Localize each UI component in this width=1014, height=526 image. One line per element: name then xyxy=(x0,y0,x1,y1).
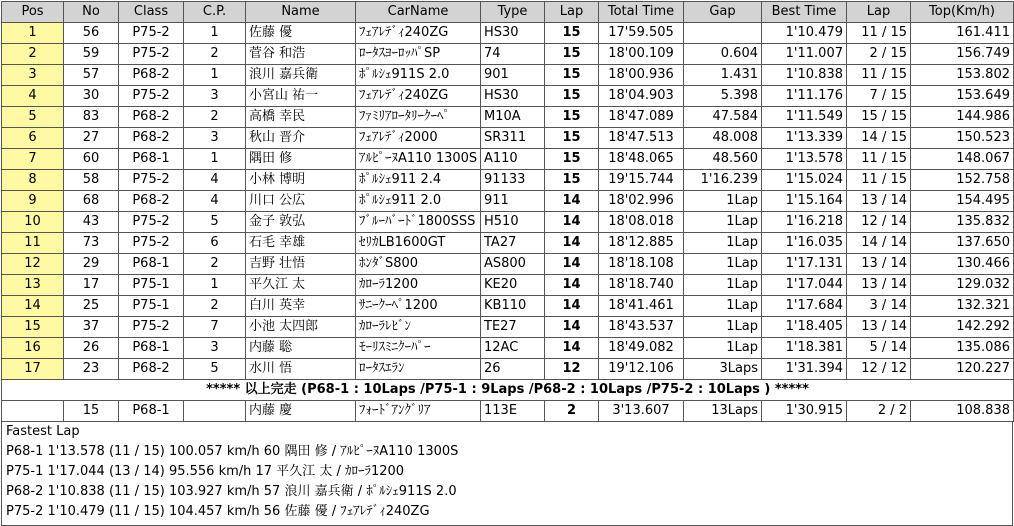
car-name-cell: ﾌｧﾐﾘｱﾛｰﾀﾘｰｸｰﾍﾟ xyxy=(356,107,481,128)
top-speed-cell: 153.649 xyxy=(911,86,1014,107)
best-lap-cell: 2 / 2 xyxy=(847,401,911,422)
class-position-cell: 2 xyxy=(184,107,246,128)
pos-cell: 17 xyxy=(2,359,64,380)
best-time-cell: 1'10.838 xyxy=(762,65,847,86)
table-row xyxy=(2,254,1014,275)
car-type-cell: TE27 xyxy=(481,317,545,338)
best-time-cell: 1'16.035 xyxy=(762,233,847,254)
car-type-cell: TA27 xyxy=(481,233,545,254)
car-type-cell: SR311 xyxy=(481,128,545,149)
column-header: Lap xyxy=(847,2,911,23)
best-lap-cell: 2 / 15 xyxy=(847,44,911,65)
car-type-cell: KB110 xyxy=(481,296,545,317)
laps-cell: 12 xyxy=(545,359,599,380)
laps-cell: 15 xyxy=(545,149,599,170)
number-cell: 17 xyxy=(64,275,119,296)
laps-cell: 15 xyxy=(545,107,599,128)
driver-name-cell: 小宮山 祐一 xyxy=(246,86,356,107)
car-name-cell: ﾎﾝﾀﾞS800 xyxy=(356,254,481,275)
class-cell: P68-2 xyxy=(119,65,184,86)
class-position-cell: 1 xyxy=(184,23,246,44)
driver-name-cell: 川口 公広 xyxy=(246,191,356,212)
driver-name-cell: 菅谷 和浩 xyxy=(246,44,356,65)
top-speed-cell: 152.758 xyxy=(911,170,1014,191)
best-time-cell: 1'11.549 xyxy=(762,107,847,128)
column-header: CarName xyxy=(356,2,481,23)
pos-cell: 14 xyxy=(2,296,64,317)
laps-cell: 15 xyxy=(545,86,599,107)
car-name-cell: ﾌｪｱﾚﾃﾞｨ2000 xyxy=(356,128,481,149)
gap-cell: 1Lap xyxy=(684,191,762,212)
car-type-cell: H510 xyxy=(481,212,545,233)
car-name-cell: ﾌｫｰﾄﾞｱﾝｸﾞﾘｱ xyxy=(356,401,481,422)
top-speed-cell: 144.986 xyxy=(911,107,1014,128)
best-lap-cell: 11 / 15 xyxy=(847,170,911,191)
number-cell: 59 xyxy=(64,44,119,65)
best-lap-cell: 13 / 14 xyxy=(847,275,911,296)
class-position-cell: 5 xyxy=(184,359,246,380)
top-speed-cell: 156.749 xyxy=(911,44,1014,65)
class-cell: P75-2 xyxy=(119,86,184,107)
car-type-cell: M10A xyxy=(481,107,545,128)
best-lap-cell: 13 / 14 xyxy=(847,254,911,275)
driver-name-cell: 白川 英幸 xyxy=(246,296,356,317)
driver-name-cell: 石毛 幸雄 xyxy=(246,233,356,254)
table-row xyxy=(2,44,1014,65)
best-time-cell: 1'11.007 xyxy=(762,44,847,65)
laps-cell: 2 xyxy=(545,401,599,422)
total-time-cell: 19'15.744 xyxy=(599,170,684,191)
driver-name-cell: 小林 博明 xyxy=(246,170,356,191)
class-position-cell: 1 xyxy=(184,65,246,86)
top-speed-cell: 135.832 xyxy=(911,212,1014,233)
total-time-cell: 18'47.513 xyxy=(599,128,684,149)
table-row xyxy=(2,296,1014,317)
class-cell: P75-2 xyxy=(119,317,184,338)
top-speed-cell: 108.838 xyxy=(911,401,1014,422)
gap-cell: 1Lap xyxy=(684,212,762,233)
table-row xyxy=(2,149,1014,170)
number-cell: 25 xyxy=(64,296,119,317)
total-time-cell: 18'00.109 xyxy=(599,44,684,65)
total-time-cell: 18'43.537 xyxy=(599,317,684,338)
number-cell: 26 xyxy=(64,338,119,359)
class-cell: P75-2 xyxy=(119,212,184,233)
pos-cell: 9 xyxy=(2,191,64,212)
driver-name-cell: 内藤 慶 xyxy=(246,401,356,422)
table-row xyxy=(2,359,1014,380)
car-name-cell: ﾎﾟﾙｼｪ911S 2.0 xyxy=(356,65,481,86)
laps-cell: 14 xyxy=(545,296,599,317)
class-cell: P68-2 xyxy=(119,128,184,149)
car-name-cell: ﾌｪｱﾚﾃﾞｨ240ZG xyxy=(356,23,481,44)
car-type-cell: 91133 xyxy=(481,170,545,191)
gap-cell: 13Laps xyxy=(684,401,762,422)
best-lap-cell: 13 / 14 xyxy=(847,317,911,338)
table-row xyxy=(2,191,1014,212)
total-time-cell: 18'47.089 xyxy=(599,107,684,128)
car-type-cell: 113E xyxy=(481,401,545,422)
column-header: Top(Km/h) xyxy=(911,2,1014,23)
class-cell: P75-2 xyxy=(119,170,184,191)
gap-cell: 1Lap xyxy=(684,296,762,317)
best-lap-cell: 11 / 15 xyxy=(847,23,911,44)
total-time-cell: 18'41.461 xyxy=(599,296,684,317)
gap-cell: 1Lap xyxy=(684,317,762,338)
top-speed-cell: 150.523 xyxy=(911,128,1014,149)
class-cell: P75-1 xyxy=(119,296,184,317)
pos-cell: 13 xyxy=(2,275,64,296)
car-type-cell: HS30 xyxy=(481,23,545,44)
laps-cell: 15 xyxy=(545,44,599,65)
results-table xyxy=(1,1,1014,422)
best-lap-cell: 14 / 15 xyxy=(847,128,911,149)
fastest-lap-title: Fastest Lap xyxy=(6,424,80,439)
best-time-cell: 1'18.405 xyxy=(762,317,847,338)
finish-note: ***** 以上完走 (P68-1 : 10Laps /P75-1 : 9Laps /P68-2 : 10Laps /P75-2 : 10Laps ) ***** xyxy=(2,380,1014,401)
pos-cell: 12 xyxy=(2,254,64,275)
pos-cell: 3 xyxy=(2,65,64,86)
car-type-cell: AS800 xyxy=(481,254,545,275)
best-lap-cell: 12 / 14 xyxy=(847,212,911,233)
driver-name-cell: 佐藤 優 xyxy=(246,23,356,44)
car-name-cell: ﾎﾟﾙｼｪ911 2.4 xyxy=(356,170,481,191)
best-time-cell: 1'31.394 xyxy=(762,359,847,380)
laps-cell: 15 xyxy=(545,170,599,191)
total-time-cell: 18'49.082 xyxy=(599,338,684,359)
pos-cell: 5 xyxy=(2,107,64,128)
gap-cell: 1'16.239 xyxy=(684,170,762,191)
gap-cell: 1Lap xyxy=(684,254,762,275)
best-lap-cell: 15 / 15 xyxy=(847,107,911,128)
laps-cell: 14 xyxy=(545,338,599,359)
best-lap-cell: 3 / 14 xyxy=(847,296,911,317)
column-header: Lap xyxy=(545,2,599,23)
class-position-cell: 1 xyxy=(184,149,246,170)
number-cell: 23 xyxy=(64,359,119,380)
class-cell: P68-2 xyxy=(119,191,184,212)
pos-cell: 11 xyxy=(2,233,64,254)
total-time-cell: 18'00.936 xyxy=(599,65,684,86)
total-time-cell: 18'18.740 xyxy=(599,275,684,296)
driver-name-cell: 吉野 壮悟 xyxy=(246,254,356,275)
class-cell: P68-1 xyxy=(119,401,184,422)
class-cell: P68-2 xyxy=(119,107,184,128)
class-position-cell: 2 xyxy=(184,296,246,317)
table-row xyxy=(2,23,1014,44)
best-lap-cell: 12 / 12 xyxy=(847,359,911,380)
gap-cell: 1Lap xyxy=(684,338,762,359)
total-time-cell: 3'13.607 xyxy=(599,401,684,422)
class-position-cell: 6 xyxy=(184,233,246,254)
column-header: Type xyxy=(481,2,545,23)
laps-cell: 14 xyxy=(545,191,599,212)
table-row xyxy=(2,212,1014,233)
pos-cell: 16 xyxy=(2,338,64,359)
laps-cell: 14 xyxy=(545,233,599,254)
car-type-cell: A110 xyxy=(481,149,545,170)
pos-cell: 15 xyxy=(2,317,64,338)
best-time-cell: 1'17.044 xyxy=(762,275,847,296)
laps-cell: 15 xyxy=(545,65,599,86)
best-lap-cell: 14 / 14 xyxy=(847,233,911,254)
top-speed-cell: 130.466 xyxy=(911,254,1014,275)
class-position-cell: 3 xyxy=(184,86,246,107)
table-row xyxy=(2,317,1014,338)
driver-name-cell: 金子 敦弘 xyxy=(246,212,356,233)
laps-cell: 14 xyxy=(545,275,599,296)
car-name-cell: ﾓｰﾘｽﾐﾆｸｰﾊﾟｰ xyxy=(356,338,481,359)
pos-cell: 2 xyxy=(2,44,64,65)
best-time-cell: 1'15.164 xyxy=(762,191,847,212)
top-speed-cell: 129.032 xyxy=(911,275,1014,296)
finish-note-row xyxy=(2,380,1014,401)
total-time-cell: 18'02.996 xyxy=(599,191,684,212)
number-cell: 58 xyxy=(64,170,119,191)
pos-cell: 4 xyxy=(2,86,64,107)
fastest-lap-section xyxy=(1,422,1013,526)
table-row xyxy=(2,233,1014,254)
column-header: C.P. xyxy=(184,2,246,23)
column-header: Name xyxy=(246,2,356,23)
top-speed-cell: 132.321 xyxy=(911,296,1014,317)
car-name-cell: ﾛｰﾀｽﾖｰﾛｯﾊﾟSP xyxy=(356,44,481,65)
table-row xyxy=(2,107,1014,128)
best-time-cell: 1'13.578 xyxy=(762,149,847,170)
table-row xyxy=(2,170,1014,191)
class-position-cell: 3 xyxy=(184,338,246,359)
fastest-lap-line: P75-1 1'17.044 (13 / 14) 95.556 km/h 17 平久江 太 / ｶﾛｰﾗ1200 xyxy=(6,464,405,479)
laps-cell: 15 xyxy=(545,128,599,149)
class-cell: P75-2 xyxy=(119,233,184,254)
top-speed-cell: 137.650 xyxy=(911,233,1014,254)
pos-cell xyxy=(2,401,64,422)
number-cell: 30 xyxy=(64,86,119,107)
number-cell: 60 xyxy=(64,149,119,170)
best-lap-cell: 11 / 15 xyxy=(847,149,911,170)
driver-name-cell: 浪川 嘉兵衛 xyxy=(246,65,356,86)
car-type-cell: 12AC xyxy=(481,338,545,359)
driver-name-cell: 水川 悟 xyxy=(246,359,356,380)
class-position-cell: 2 xyxy=(184,254,246,275)
top-speed-cell: 142.292 xyxy=(911,317,1014,338)
car-name-cell: ﾎﾟﾙｼｪ911 2.0 xyxy=(356,191,481,212)
total-time-cell: 18'18.108 xyxy=(599,254,684,275)
best-lap-cell: 13 / 14 xyxy=(847,191,911,212)
gap-cell: 3Laps xyxy=(684,359,762,380)
gap-cell: 0.604 xyxy=(684,44,762,65)
gap-cell: 48.008 xyxy=(684,128,762,149)
class-position-cell: 4 xyxy=(184,170,246,191)
table-row xyxy=(2,65,1014,86)
number-cell: 57 xyxy=(64,65,119,86)
top-speed-cell: 153.802 xyxy=(911,65,1014,86)
fastest-lap-lines xyxy=(6,442,1008,522)
best-time-cell: 1'17.131 xyxy=(762,254,847,275)
car-type-cell: 901 xyxy=(481,65,545,86)
non-finisher-row xyxy=(2,401,1014,422)
car-name-cell: ｶﾛｰﾗ1200 xyxy=(356,275,481,296)
best-lap-cell: 7 / 15 xyxy=(847,86,911,107)
number-cell: 29 xyxy=(64,254,119,275)
column-header: Total Time xyxy=(599,2,684,23)
class-position-cell: 1 xyxy=(184,275,246,296)
class-cell: P68-1 xyxy=(119,149,184,170)
class-position-cell xyxy=(184,401,246,422)
top-speed-cell: 154.495 xyxy=(911,191,1014,212)
car-name-cell: ﾛｰﾀｽｴﾗﾝ xyxy=(356,359,481,380)
best-time-cell: 1'11.176 xyxy=(762,86,847,107)
column-header: No xyxy=(64,2,119,23)
driver-name-cell: 小池 太四郎 xyxy=(246,317,356,338)
class-cell: P68-2 xyxy=(119,359,184,380)
car-type-cell: KE20 xyxy=(481,275,545,296)
top-speed-cell: 161.411 xyxy=(911,23,1014,44)
driver-name-cell: 隅田 修 xyxy=(246,149,356,170)
driver-name-cell: 高橋 幸民 xyxy=(246,107,356,128)
best-time-cell: 1'15.024 xyxy=(762,170,847,191)
car-type-cell: 911 xyxy=(481,191,545,212)
class-position-cell: 7 xyxy=(184,317,246,338)
class-cell: P75-2 xyxy=(119,44,184,65)
laps-cell: 14 xyxy=(545,212,599,233)
best-time-cell: 1'10.479 xyxy=(762,23,847,44)
class-position-cell: 2 xyxy=(184,44,246,65)
fastest-lap-line: P68-1 1'13.578 (11 / 15) 100.057 km/h 60 隅田 修 / ｱﾙﾋﾟｰﾇA110 1300S xyxy=(6,444,459,459)
laps-cell: 15 xyxy=(545,23,599,44)
gap-cell: 1.431 xyxy=(684,65,762,86)
gap-cell: 5.398 xyxy=(684,86,762,107)
number-cell: 15 xyxy=(64,401,119,422)
total-time-cell: 18'12.885 xyxy=(599,233,684,254)
number-cell: 56 xyxy=(64,23,119,44)
best-lap-cell: 11 / 15 xyxy=(847,65,911,86)
number-cell: 68 xyxy=(64,191,119,212)
total-time-cell: 18'04.903 xyxy=(599,86,684,107)
car-name-cell: ｱﾙﾋﾟｰﾇA110 1300S xyxy=(356,149,481,170)
fastest-lap-line: P75-2 1'10.479 (11 / 15) 104.457 km/h 56 佐藤 優 / ﾌｪｱﾚﾃﾞｨ240ZG xyxy=(6,504,430,519)
pos-cell: 10 xyxy=(2,212,64,233)
car-type-cell: 26 xyxy=(481,359,545,380)
total-time-cell: 17'59.505 xyxy=(599,23,684,44)
best-time-cell: 1'17.684 xyxy=(762,296,847,317)
table-row xyxy=(2,128,1014,149)
best-time-cell: 1'18.381 xyxy=(762,338,847,359)
top-speed-cell: 135.086 xyxy=(911,338,1014,359)
column-header: Class xyxy=(119,2,184,23)
gap-cell: 1Lap xyxy=(684,275,762,296)
driver-name-cell: 内藤 聡 xyxy=(246,338,356,359)
laps-cell: 14 xyxy=(545,317,599,338)
number-cell: 83 xyxy=(64,107,119,128)
driver-name-cell: 平久江 太 xyxy=(246,275,356,296)
car-name-cell: ﾌｪｱﾚﾃﾞｨ240ZG xyxy=(356,86,481,107)
column-header: Best Time xyxy=(762,2,847,23)
total-time-cell: 18'08.018 xyxy=(599,212,684,233)
gap-cell: 1Lap xyxy=(684,233,762,254)
results-body xyxy=(2,23,1014,422)
best-time-cell: 1'16.218 xyxy=(762,212,847,233)
laps-cell: 14 xyxy=(545,254,599,275)
pos-cell: 7 xyxy=(2,149,64,170)
gap-cell: 48.560 xyxy=(684,149,762,170)
class-cell: P75-2 xyxy=(119,23,184,44)
class-cell: P75-1 xyxy=(119,275,184,296)
car-name-cell: ｶﾛｰﾗﾚﾋﾞﾝ xyxy=(356,317,481,338)
driver-name-cell: 秋山 晋介 xyxy=(246,128,356,149)
number-cell: 73 xyxy=(64,233,119,254)
car-name-cell: ｻﾆｰｸｰﾍﾟ1200 xyxy=(356,296,481,317)
class-cell: P68-1 xyxy=(119,338,184,359)
class-position-cell: 4 xyxy=(184,191,246,212)
class-position-cell: 5 xyxy=(184,212,246,233)
top-speed-cell: 120.227 xyxy=(911,359,1014,380)
column-header: Gap xyxy=(684,2,762,23)
best-lap-cell: 5 / 14 xyxy=(847,338,911,359)
car-name-cell: ﾌﾞﾙｰﾊﾞｰﾄﾞ1800SSS xyxy=(356,212,481,233)
gap-cell xyxy=(684,23,762,44)
column-header: Pos xyxy=(2,2,64,23)
best-time-cell: 1'13.339 xyxy=(762,128,847,149)
top-speed-cell: 148.067 xyxy=(911,149,1014,170)
table-header-row xyxy=(2,2,1014,23)
car-type-cell: HS30 xyxy=(481,86,545,107)
class-position-cell: 3 xyxy=(184,128,246,149)
class-cell: P68-1 xyxy=(119,254,184,275)
car-type-cell: 74 xyxy=(481,44,545,65)
pos-cell: 1 xyxy=(2,23,64,44)
total-time-cell: 19'12.106 xyxy=(599,359,684,380)
pos-cell: 6 xyxy=(2,128,64,149)
total-time-cell: 18'48.065 xyxy=(599,149,684,170)
fastest-lap-line: P68-2 1'10.838 (11 / 15) 103.927 km/h 57 浪川 嘉兵衛 / ﾎﾟﾙｼｪ911S 2.0 xyxy=(6,484,457,499)
gap-cell: 47.584 xyxy=(684,107,762,128)
number-cell: 37 xyxy=(64,317,119,338)
table-row xyxy=(2,86,1014,107)
pos-cell: 8 xyxy=(2,170,64,191)
number-cell: 27 xyxy=(64,128,119,149)
number-cell: 43 xyxy=(64,212,119,233)
car-name-cell: ｾﾘｶLB1600GT xyxy=(356,233,481,254)
table-row xyxy=(2,338,1014,359)
best-time-cell: 1'30.915 xyxy=(762,401,847,422)
table-row xyxy=(2,275,1014,296)
